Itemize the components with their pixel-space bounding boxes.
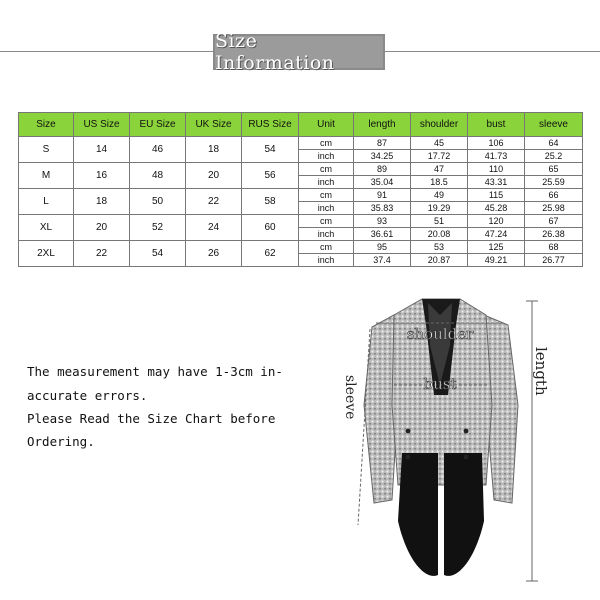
header-size: Size [19, 113, 74, 137]
cell-uk: 18 [186, 137, 242, 163]
header-us-size: US Size [74, 113, 130, 137]
cell-sleeve: 64 [525, 137, 583, 150]
title-box [213, 30, 385, 74]
cell-eu: 48 [130, 163, 186, 189]
cell-shoulder: 20.87 [411, 254, 468, 267]
header-length: length [354, 113, 411, 137]
cell-length: 35.83 [354, 202, 411, 215]
cell-unit: cm [299, 137, 354, 150]
cell-eu: 46 [130, 137, 186, 163]
cell-length: 36.61 [354, 228, 411, 241]
cell-bust: 45.28 [468, 202, 525, 215]
cell-length: 93 [354, 215, 411, 228]
cell-us: 14 [74, 137, 130, 163]
cell-us: 22 [74, 241, 130, 267]
cell-length: 34.25 [354, 150, 411, 163]
cell-sleeve: 65 [525, 163, 583, 176]
cell-sleeve: 26.38 [525, 228, 583, 241]
cell-uk: 22 [186, 189, 242, 215]
header-unit: Unit [299, 113, 354, 137]
cell-size: XL [19, 215, 74, 241]
cell-bust: 106 [468, 137, 525, 150]
cell-unit: inch [299, 202, 354, 215]
table-header-row [19, 113, 583, 137]
cell-size: M [19, 163, 74, 189]
cell-size: 2XL [19, 241, 74, 267]
cell-bust: 115 [468, 189, 525, 202]
jacket-diagram [336, 285, 576, 590]
page-title: Size Information [215, 30, 335, 74]
cell-unit: cm [299, 241, 354, 254]
cell-us: 16 [74, 163, 130, 189]
bust-label: bust [423, 375, 457, 393]
cell-us: 18 [74, 189, 130, 215]
length-label: length [532, 347, 550, 396]
table-row [19, 137, 583, 150]
cell-eu: 54 [130, 241, 186, 267]
cell-shoulder: 49 [411, 189, 468, 202]
cell-uk: 20 [186, 163, 242, 189]
cell-shoulder: 20.08 [411, 228, 468, 241]
table-row [19, 189, 583, 202]
cell-eu: 50 [130, 189, 186, 215]
cell-size: S [19, 137, 74, 163]
cell-bust: 47.24 [468, 228, 525, 241]
cell-shoulder: 17.72 [411, 150, 468, 163]
cell-length: 35.04 [354, 176, 411, 189]
header-rus-size: RUS Size [242, 113, 299, 137]
note-line: accurate errors. [27, 388, 148, 403]
header-sleeve: sleeve [525, 113, 583, 137]
sleeve-label: sleeve [342, 375, 358, 420]
cell-bust: 43.31 [468, 176, 525, 189]
cell-sleeve: 26.77 [525, 254, 583, 267]
size-table [18, 112, 583, 267]
cell-uk: 26 [186, 241, 242, 267]
cell-unit: inch [299, 150, 354, 163]
cell-length: 87 [354, 137, 411, 150]
title-banner [0, 30, 600, 74]
cell-unit: cm [299, 189, 354, 202]
cell-sleeve: 68 [525, 241, 583, 254]
header-bust: bust [468, 113, 525, 137]
cell-unit: inch [299, 176, 354, 189]
cell-shoulder: 45 [411, 137, 468, 150]
cell-us: 20 [74, 215, 130, 241]
cell-bust: 120 [468, 215, 525, 228]
shoulder-label: shoulder [406, 325, 474, 343]
cell-sleeve: 25.2 [525, 150, 583, 163]
cell-length: 91 [354, 189, 411, 202]
cell-unit: inch [299, 228, 354, 241]
cell-eu: 52 [130, 215, 186, 241]
cell-shoulder: 18.5 [411, 176, 468, 189]
cell-rus: 58 [242, 189, 299, 215]
cell-bust: 49.21 [468, 254, 525, 267]
note-line: The measurement may have 1-3cm in- [27, 364, 283, 379]
header-uk-size: UK Size [186, 113, 242, 137]
cell-shoulder: 47 [411, 163, 468, 176]
note-line: Please Read the Size Chart before [27, 411, 276, 426]
cell-unit: inch [299, 254, 354, 267]
cell-sleeve: 25.98 [525, 202, 583, 215]
cell-uk: 24 [186, 215, 242, 241]
cell-size: L [19, 189, 74, 215]
cell-bust: 125 [468, 241, 525, 254]
cell-bust: 41.73 [468, 150, 525, 163]
cell-shoulder: 53 [411, 241, 468, 254]
cell-length: 89 [354, 163, 411, 176]
jacket-tails [398, 453, 438, 576]
cell-unit: cm [299, 163, 354, 176]
table-row [19, 241, 583, 254]
cell-sleeve: 66 [525, 189, 583, 202]
header-shoulder: shoulder [411, 113, 468, 137]
header-eu-size: EU Size [130, 113, 186, 137]
cell-sleeve: 25.59 [525, 176, 583, 189]
table-row [19, 215, 583, 228]
table-row [19, 163, 583, 176]
cell-rus: 62 [242, 241, 299, 267]
cell-length: 37.4 [354, 254, 411, 267]
cell-sleeve: 67 [525, 215, 583, 228]
note-line: Ordering. [27, 434, 95, 449]
cell-length: 95 [354, 241, 411, 254]
cell-shoulder: 19.29 [411, 202, 468, 215]
cell-rus: 56 [242, 163, 299, 189]
cell-unit: cm [299, 215, 354, 228]
cell-rus: 54 [242, 137, 299, 163]
cell-shoulder: 51 [411, 215, 468, 228]
cell-bust: 110 [468, 163, 525, 176]
cell-rus: 60 [242, 215, 299, 241]
